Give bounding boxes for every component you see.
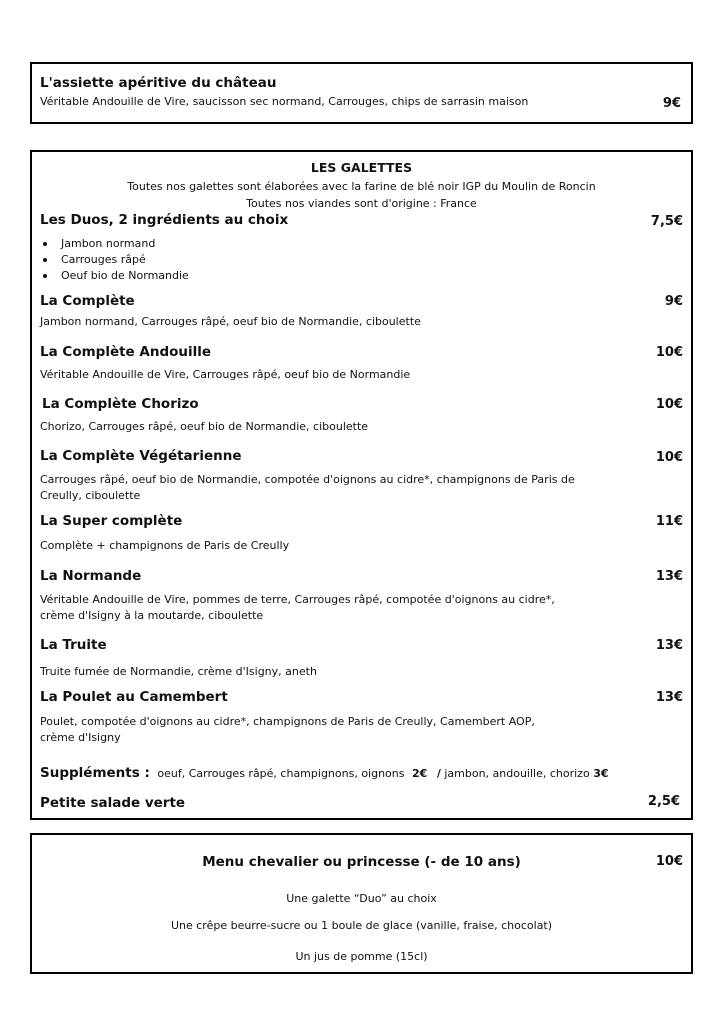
item-complete-vegetarienne-price: 10€ — [655, 450, 683, 465]
item-poulet-camembert-description-line2: crème d'Isigny — [40, 731, 121, 744]
item-truite-description: Truite fumée de Normandie, crème d'Isigny, aneth — [40, 665, 317, 678]
salade-title: Petite salade verte — [40, 795, 186, 811]
aperitif-price: 9€ — [662, 96, 681, 111]
item-complete-chorizo-description: Chorizo, Carrouges râpé, oeuf bio de Normandie, ciboulette — [40, 420, 369, 433]
supplements-group1: oeuf, Carrouges râpé, champignons, oignons — [157, 767, 405, 780]
item-super-complete-title: La Super complète — [40, 513, 183, 529]
supplements-price2: 3€ — [593, 767, 609, 780]
item-complete-vegetarienne-title: La Complète Végétarienne — [40, 448, 242, 464]
item-complete-andouille-title: La Complète Andouille — [40, 344, 212, 360]
galettes-heading: LES GALETTES — [310, 160, 413, 175]
item-normande-title: La Normande — [40, 568, 142, 584]
duos-title: Les Duos, 2 ingrédients au choix — [40, 212, 289, 228]
kids-menu-line1: Une galette “Duo” au choix — [286, 892, 437, 905]
item-truite-title: La Truite — [40, 637, 107, 653]
salade-price: 2,5€ — [647, 794, 680, 809]
item-complete-andouille-price: 10€ — [655, 345, 683, 360]
kids-menu-price: 10€ — [655, 854, 683, 869]
supplements-separator: / — [436, 767, 441, 780]
aperitif-section — [30, 62, 693, 124]
duos-ingredient-list — [40, 236, 189, 284]
supplements-line — [40, 765, 609, 781]
item-complete-vegetarienne-description-line2: Creully, ciboulette — [40, 489, 141, 502]
item-poulet-camembert-price: 13€ — [655, 690, 683, 705]
item-complete-andouille-description: Véritable Andouille de Vire, Carrouges râpé, oeuf bio de Normandie — [40, 368, 411, 381]
item-poulet-camembert-description-line1: Poulet, compotée d'oignons au cidre*, champignons de Paris de Creully, Camembert AOP, — [40, 715, 535, 728]
item-complete-description: Jambon normand, Carrouges râpé, oeuf bio de Normandie, ciboulette — [40, 315, 421, 328]
kids-menu-line3: Un jus de pomme (15cl) — [295, 950, 428, 963]
list-item: Oeuf bio de Normandie — [40, 268, 189, 284]
supplements-price1: 2€ — [412, 767, 428, 780]
galettes-intro-line2: Toutes nos viandes sont d'origine : France — [246, 197, 477, 210]
item-truite-price: 13€ — [655, 638, 683, 653]
supplements-group2: jambon, andouille, chorizo — [444, 767, 590, 780]
item-complete-chorizo-title: La Complète Chorizo — [42, 396, 199, 412]
item-complete-vegetarienne-description-line1: Carrouges râpé, oeuf bio de Normandie, compotée d'oignons au cidre*, champignons de Paris de — [40, 473, 575, 486]
galettes-intro-line1: Toutes nos galettes sont élaborées avec la farine de blé noir IGP du Moulin de Roncin — [127, 180, 596, 193]
kids-menu-title: Menu chevalier ou princesse (- de 10 ans) — [202, 854, 521, 870]
list-item: Jambon normand — [40, 236, 189, 252]
item-normande-price: 13€ — [655, 569, 683, 584]
item-normande-description-line2: crème d'Isigny à la moutarde, ciboulette — [40, 609, 264, 622]
aperitif-description: Véritable Andouille de Vire, saucisson sec normand, Carrouges, chips de sarrasin maison — [40, 95, 529, 108]
item-complete-price: 9€ — [664, 294, 683, 309]
item-normande-description-line1: Véritable Andouille de Vire, pommes de terre, Carrouges râpé, compotée d'oignons au cidre*, — [40, 593, 555, 606]
duos-price: 7,5€ — [650, 214, 683, 229]
aperitif-title: L'assiette apéritive du château — [40, 75, 277, 91]
item-complete-chorizo-price: 10€ — [655, 397, 683, 412]
item-super-complete-description: Complète + champignons de Paris de Creully — [40, 539, 290, 552]
supplements-label: Suppléments : — [40, 765, 150, 781]
kids-menu-line2: Une crêpe beurre-sucre ou 1 boule de glace (vanille, fraise, chocolat) — [170, 919, 553, 932]
item-super-complete-price: 11€ — [655, 514, 683, 529]
list-item: Carrouges râpé — [40, 252, 189, 268]
item-poulet-camembert-title: La Poulet au Camembert — [40, 689, 228, 705]
item-complete-title: La Complète — [40, 293, 135, 309]
